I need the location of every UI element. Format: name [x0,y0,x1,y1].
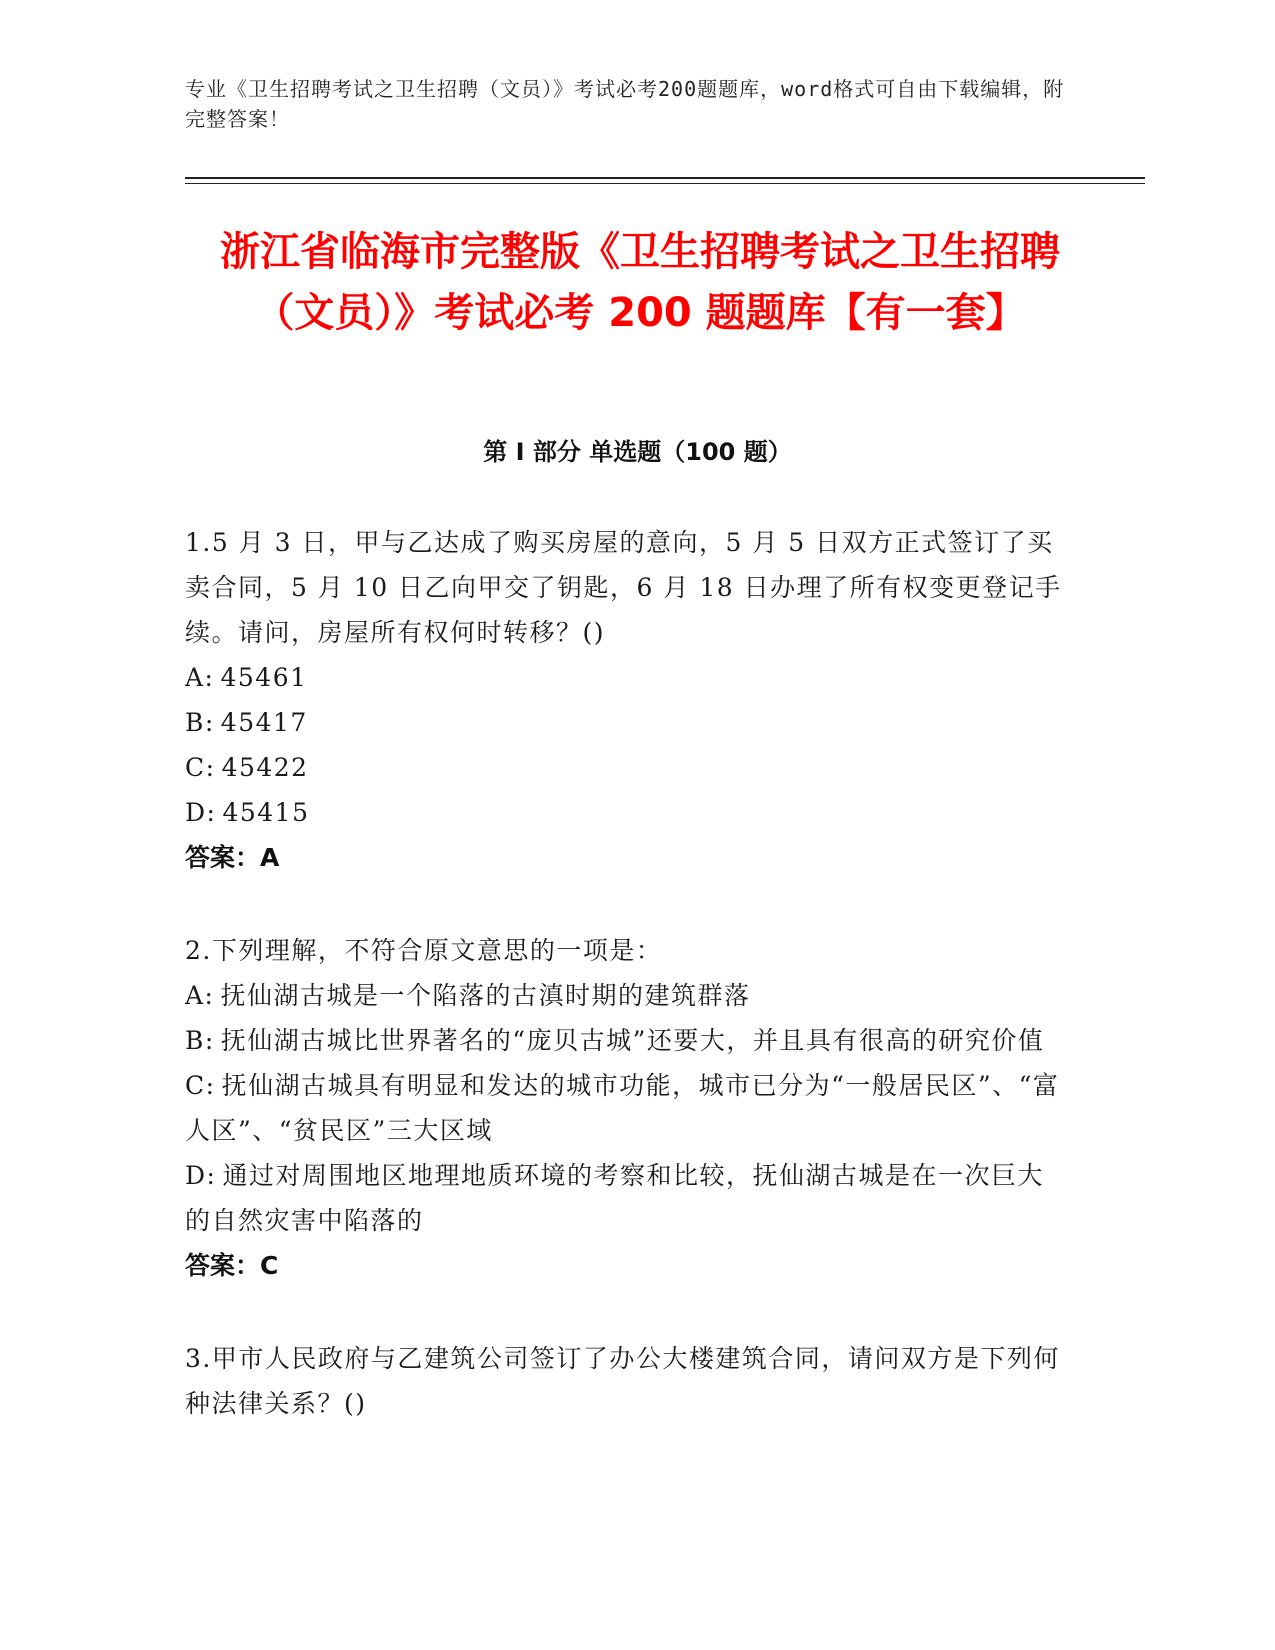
question-list [185,520,1070,1474]
option-c [185,745,1070,790]
document-title: 浙江省临海市完整版《卫生招聘考试之卫生招聘（文员）》考试必考 200 题题库【有一套】 [220,229,1060,336]
question-1 [185,520,1070,880]
option-label: D: [185,798,217,827]
option-text: 45415 [222,798,310,827]
header-divider-thin [185,183,1145,184]
question-stem: 3.甲市人民政府与乙建筑公司签订了办公大楼建筑合同，请问双方是下列何种法律关系？() [185,1344,1060,1418]
option-label: B: [185,1026,215,1055]
question-stem: 2.下列理解，不符合原文意思的一项是： [185,936,663,965]
option-d [185,1153,1070,1243]
option-text: 45422 [221,753,309,782]
question-stem: 1.5 月 3 日，甲与乙达成了购买房屋的意向，5 月 5 日双方正式签订了买卖合同，5 月 10 日乙向甲交了钥匙，6 月 18 日办理了所有权变更登记手续。请问，房屋所有权何时转移？() [185,528,1062,647]
option-label: A: [185,663,215,692]
option-text: 45417 [220,708,308,737]
option-d [185,790,1070,835]
option-text: 45461 [220,663,308,692]
answer-line: 答案：C [185,1251,279,1280]
option-label: C: [185,1071,216,1100]
option-a [185,973,1070,1018]
option-a [185,655,1070,700]
option-text: 抚仙湖古城比世界著名的“庞贝古城”还要大，并且具有很高的研究价值 [220,1026,1045,1055]
option-text: 通过对周围地区地理地质环境的考察和比较，抚仙湖古城是在一次巨大的自然灾害中陷落的 [185,1161,1044,1235]
option-text: 抚仙湖古城具有明显和发达的城市功能，城市已分为“一般居民区”、“富人区”、“贫民区”三大区域 [185,1071,1060,1145]
question-2 [185,928,1070,1288]
option-label: B: [185,708,215,737]
option-c [185,1063,1070,1153]
header-divider [185,177,1145,179]
option-label: D: [185,1161,217,1190]
option-label: C: [185,753,216,782]
question-3 [185,1336,1070,1426]
header-note: 专业《卫生招聘考试之卫生招聘（文员）》考试必考200题题库，word格式可自由下载编辑，附完整答案！ [185,77,1065,131]
option-label: A: [185,981,215,1010]
answer-line: 答案：A [185,843,280,872]
section-heading: 第 I 部分 单选题（100 题） [483,438,792,466]
option-text: 抚仙湖古城是一个陷落的古滇时期的建筑群落 [220,981,751,1010]
option-b [185,700,1070,745]
option-b [185,1018,1070,1063]
